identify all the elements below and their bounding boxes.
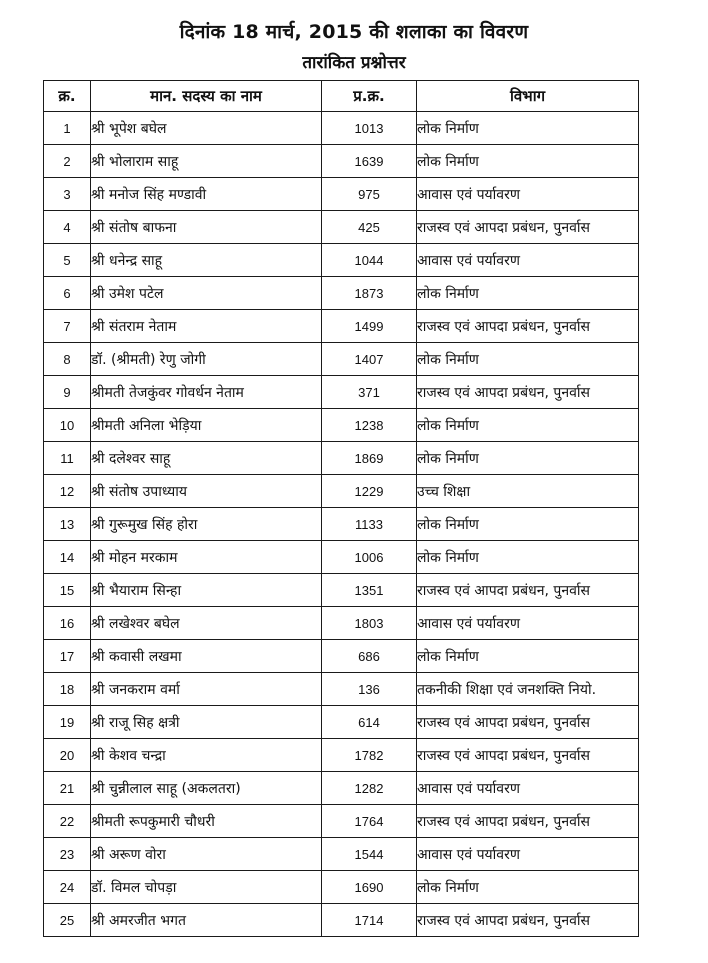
- serial-number-cell: 4: [44, 211, 91, 244]
- serial-number-cell: 24: [44, 871, 91, 904]
- question-number-cell: 1544: [322, 838, 417, 871]
- member-name-cell: श्री अरूण वोरा: [91, 838, 322, 871]
- serial-number-cell: 1: [44, 112, 91, 145]
- table-row: [44, 673, 639, 706]
- question-number-cell: 1407: [322, 343, 417, 376]
- question-number-cell: 1803: [322, 607, 417, 640]
- serial-number-cell: 16: [44, 607, 91, 640]
- member-name-cell: श्री जनकराम वर्मा: [91, 673, 322, 706]
- table-row: [44, 376, 639, 409]
- table-row: [44, 574, 639, 607]
- table-row: [44, 508, 639, 541]
- member-name-cell: श्री चुन्नीलाल साहू (अकलतरा): [91, 772, 322, 805]
- question-number-cell: 686: [322, 640, 417, 673]
- document-title: दिनांक 18 मार्च, 2015 की शलाका का विवरण: [179, 21, 529, 43]
- department-cell: तकनीकी शिक्षा एवं जनशक्ति नियो.: [417, 673, 639, 706]
- question-number-cell: 1006: [322, 541, 417, 574]
- question-number-cell: 1133: [322, 508, 417, 541]
- member-name-cell: श्रीमती अनिला भेड़िया: [91, 409, 322, 442]
- member-name-cell: श्री भोलाराम साहू: [91, 145, 322, 178]
- member-name-cell: श्री भूपेश बघेल: [91, 112, 322, 145]
- serial-number-cell: 15: [44, 574, 91, 607]
- member-name-cell: श्रीमती तेजकुंवर गोवर्धन नेताम: [91, 376, 322, 409]
- question-number-cell: 1351: [322, 574, 417, 607]
- department-cell: आवास एवं पर्यावरण: [417, 607, 639, 640]
- table-body: [44, 112, 639, 937]
- department-cell: राजस्व एवं आपदा प्रबंधन, पुनर्वास: [417, 904, 639, 937]
- question-number-cell: 614: [322, 706, 417, 739]
- table-row: [44, 442, 639, 475]
- member-name-cell: श्रीमती रूपकुमारी चौधरी: [91, 805, 322, 838]
- serial-number-cell: 11: [44, 442, 91, 475]
- table-row: [44, 112, 639, 145]
- question-number-cell: 1873: [322, 277, 417, 310]
- header-member-name: मान. सदस्य का नाम: [91, 81, 322, 112]
- department-cell: लोक निर्माण: [417, 508, 639, 541]
- department-cell: राजस्व एवं आपदा प्रबंधन, पुनर्वास: [417, 805, 639, 838]
- member-name-cell: श्री भैयाराम सिन्हा: [91, 574, 322, 607]
- department-cell: लोक निर्माण: [417, 145, 639, 178]
- serial-number-cell: 3: [44, 178, 91, 211]
- header-question-number: प्र.क्र.: [322, 81, 417, 112]
- question-number-cell: 1499: [322, 310, 417, 343]
- member-name-cell: श्री मोहन मरकाम: [91, 541, 322, 574]
- department-cell: आवास एवं पर्यावरण: [417, 772, 639, 805]
- question-number-cell: 371: [322, 376, 417, 409]
- department-cell: लोक निर्माण: [417, 541, 639, 574]
- table-row: [44, 145, 639, 178]
- document-subtitle: तारांकित प्रश्नोत्तर: [302, 53, 406, 73]
- department-cell: आवास एवं पर्यावरण: [417, 838, 639, 871]
- question-number-cell: 136: [322, 673, 417, 706]
- table-row: [44, 475, 639, 508]
- question-number-cell: 1639: [322, 145, 417, 178]
- header-department: विभाग: [417, 81, 639, 112]
- serial-number-cell: 9: [44, 376, 91, 409]
- question-number-cell: 425: [322, 211, 417, 244]
- header-serial-number: क्र.: [44, 81, 91, 112]
- question-number-cell: 1714: [322, 904, 417, 937]
- table-row: [44, 772, 639, 805]
- serial-number-cell: 14: [44, 541, 91, 574]
- member-name-cell: श्री गुरूमुख सिंह होरा: [91, 508, 322, 541]
- department-cell: लोक निर्माण: [417, 640, 639, 673]
- department-cell: लोक निर्माण: [417, 871, 639, 904]
- member-name-cell: डॉ. विमल चोपड़ा: [91, 871, 322, 904]
- member-name-cell: श्री संतोष बाफना: [91, 211, 322, 244]
- department-cell: लोक निर्माण: [417, 409, 639, 442]
- table-row: [44, 706, 639, 739]
- department-cell: राजस्व एवं आपदा प्रबंधन, पुनर्वास: [417, 574, 639, 607]
- table-row: [44, 739, 639, 772]
- member-name-cell: श्री संतराम नेताम: [91, 310, 322, 343]
- question-number-cell: 1782: [322, 739, 417, 772]
- table-row: [44, 640, 639, 673]
- department-cell: लोक निर्माण: [417, 343, 639, 376]
- question-number-cell: 1764: [322, 805, 417, 838]
- table-row: [44, 244, 639, 277]
- member-name-cell: श्री उमेश पटेल: [91, 277, 322, 310]
- department-cell: आवास एवं पर्यावरण: [417, 178, 639, 211]
- table-row: [44, 277, 639, 310]
- member-name-cell: श्री कवासी लखमा: [91, 640, 322, 673]
- serial-number-cell: 19: [44, 706, 91, 739]
- table-row: [44, 178, 639, 211]
- serial-number-cell: 22: [44, 805, 91, 838]
- member-name-cell: श्री राजू सिह क्षत्री: [91, 706, 322, 739]
- serial-number-cell: 25: [44, 904, 91, 937]
- serial-number-cell: 8: [44, 343, 91, 376]
- serial-number-cell: 20: [44, 739, 91, 772]
- member-name-cell: श्री केशव चन्द्रा: [91, 739, 322, 772]
- member-name-cell: श्री मनोज सिंह मण्डावी: [91, 178, 322, 211]
- department-cell: उच्च शिक्षा: [417, 475, 639, 508]
- question-number-cell: 1282: [322, 772, 417, 805]
- table-row: [44, 541, 639, 574]
- department-cell: लोक निर्माण: [417, 112, 639, 145]
- department-cell: लोक निर्माण: [417, 442, 639, 475]
- department-cell: राजस्व एवं आपदा प्रबंधन, पुनर्वास: [417, 310, 639, 343]
- serial-number-cell: 7: [44, 310, 91, 343]
- department-cell: राजस्व एवं आपदा प्रबंधन, पुनर्वास: [417, 211, 639, 244]
- table-row: [44, 904, 639, 937]
- department-cell: आवास एवं पर्यावरण: [417, 244, 639, 277]
- question-number-cell: 1013: [322, 112, 417, 145]
- table-row: [44, 871, 639, 904]
- table-row: [44, 211, 639, 244]
- question-number-cell: 1229: [322, 475, 417, 508]
- serial-number-cell: 18: [44, 673, 91, 706]
- serial-number-cell: 12: [44, 475, 91, 508]
- serial-number-cell: 2: [44, 145, 91, 178]
- question-number-cell: 1869: [322, 442, 417, 475]
- serial-number-cell: 23: [44, 838, 91, 871]
- member-name-cell: श्री अमरजीत भगत: [91, 904, 322, 937]
- member-name-cell: श्री दलेश्वर साहू: [91, 442, 322, 475]
- question-number-cell: 975: [322, 178, 417, 211]
- serial-number-cell: 10: [44, 409, 91, 442]
- serial-number-cell: 13: [44, 508, 91, 541]
- table-row: [44, 343, 639, 376]
- table-header-row: [44, 81, 639, 112]
- question-number-cell: 1044: [322, 244, 417, 277]
- serial-number-cell: 6: [44, 277, 91, 310]
- department-cell: राजस्व एवं आपदा प्रबंधन, पुनर्वास: [417, 706, 639, 739]
- serial-number-cell: 17: [44, 640, 91, 673]
- member-name-cell: श्री संतोष उपाध्याय: [91, 475, 322, 508]
- member-name-cell: श्री धनेन्द्र साहू: [91, 244, 322, 277]
- serial-number-cell: 5: [44, 244, 91, 277]
- table-row: [44, 838, 639, 871]
- table-row: [44, 409, 639, 442]
- question-number-cell: 1690: [322, 871, 417, 904]
- table-row: [44, 805, 639, 838]
- table-row: [44, 310, 639, 343]
- department-cell: राजस्व एवं आपदा प्रबंधन, पुनर्वास: [417, 376, 639, 409]
- member-name-cell: डॉ. (श्रीमती) रेणु जोगी: [91, 343, 322, 376]
- member-name-cell: श्री लखेश्वर बघेल: [91, 607, 322, 640]
- department-cell: राजस्व एवं आपदा प्रबंधन, पुनर्वास: [417, 739, 639, 772]
- department-cell: लोक निर्माण: [417, 277, 639, 310]
- table-row: [44, 607, 639, 640]
- serial-number-cell: 21: [44, 772, 91, 805]
- question-number-cell: 1238: [322, 409, 417, 442]
- questions-table: [43, 80, 639, 937]
